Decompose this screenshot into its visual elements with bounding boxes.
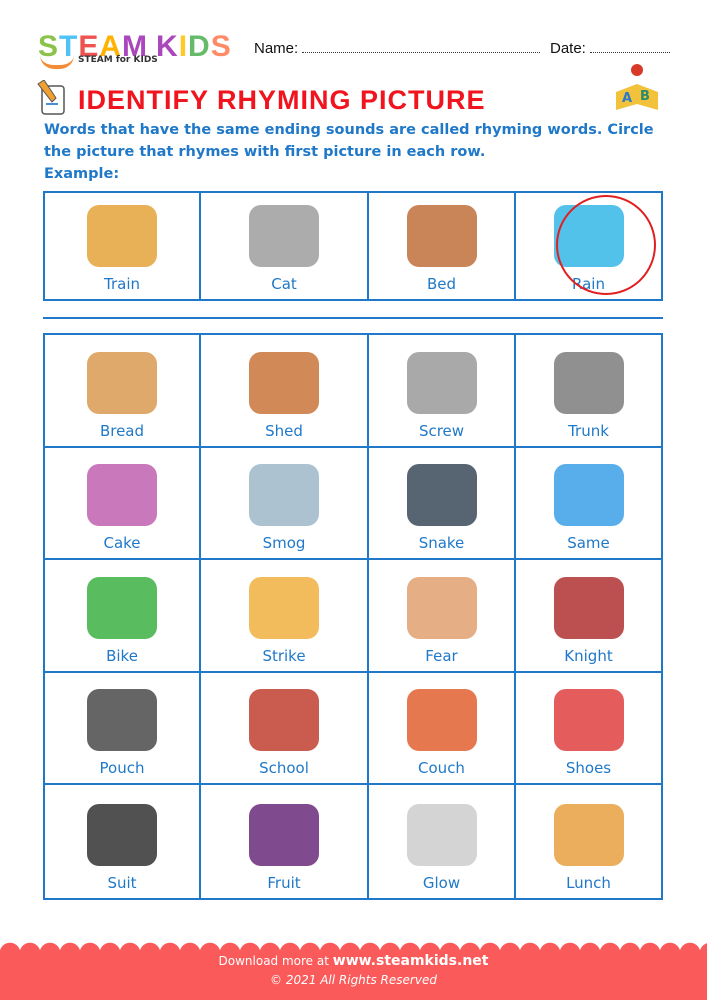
page-title: IDENTIFY RHYMING PICTURE: [78, 85, 486, 115]
pencil-paper-icon: [36, 80, 70, 116]
picture-label: Strike: [262, 646, 306, 665]
lunch-picture[interactable]: [554, 804, 624, 866]
footer-copyright: © 2021 All Rights Reserved: [270, 973, 437, 987]
bike-picture[interactable]: [87, 577, 157, 639]
picture-label: Rain: [572, 275, 605, 293]
strike-picture[interactable]: [249, 577, 319, 639]
picture-label: Suit: [107, 873, 137, 892]
rhyming-table: [43, 333, 663, 900]
picture-label: Knight: [564, 646, 613, 665]
footer-download: [0, 953, 707, 969]
bread-picture[interactable]: [87, 352, 157, 414]
picture-label: Cake: [103, 534, 141, 553]
picture-label: Fear: [425, 646, 458, 665]
picture-label: Bike: [106, 646, 138, 665]
picture-cell-fear[interactable]: [369, 560, 516, 673]
divider: [43, 317, 663, 319]
logo-letter: E: [78, 30, 100, 63]
fruit-picture[interactable]: [249, 804, 319, 866]
picture-label: Train: [104, 275, 140, 293]
couch-picture[interactable]: [407, 689, 477, 751]
picture-label: Bed: [426, 275, 457, 293]
picture-cell-rain[interactable]: [516, 193, 661, 299]
picture-cell-train[interactable]: [45, 193, 201, 299]
logo-letter: S: [38, 30, 60, 63]
date-field[interactable]: [550, 40, 670, 57]
picture-label: Fruit: [267, 873, 301, 892]
picture-label: Lunch: [566, 873, 611, 892]
picture-label: Glow: [422, 873, 461, 892]
download-text: Download more at: [218, 954, 329, 968]
instructions: Words that have the same ending sounds are called rhyming words. Circle the picture that rhymes with first picture in each row.: [44, 122, 654, 160]
picture-cell-smog[interactable]: [201, 448, 369, 561]
picture-cell-knight[interactable]: [516, 560, 661, 673]
picture-label: Same: [567, 534, 610, 553]
example-table: [43, 191, 663, 301]
picture-label: Snake: [418, 534, 465, 553]
svg-text:B: B: [640, 89, 650, 104]
logo-letter: M: [122, 30, 149, 63]
picture-cell-shoes[interactable]: [516, 673, 661, 786]
picture-label: Cat: [271, 275, 297, 293]
bed-picture[interactable]: [407, 205, 477, 267]
smog-picture[interactable]: [249, 464, 319, 526]
logo-letter: I: [178, 30, 189, 63]
picture-label: Smog: [262, 534, 306, 553]
picture-cell-snake[interactable]: [369, 448, 516, 561]
suit-picture[interactable]: [87, 804, 157, 866]
logo-subtitle: STEAM for KIDS: [78, 55, 158, 65]
picture-label: Shed: [265, 421, 303, 440]
picture-cell-bike[interactable]: [45, 560, 201, 673]
picture-label: Couch: [418, 759, 465, 778]
picture-label: Bread: [99, 421, 145, 440]
abc-book-icon: [612, 62, 662, 114]
picture-cell-suit[interactable]: [45, 785, 201, 898]
picture-label: School: [259, 759, 309, 778]
picture-cell-strike[interactable]: [201, 560, 369, 673]
picture-cell-cat[interactable]: [201, 193, 369, 299]
name-field[interactable]: [254, 40, 540, 57]
same-picture[interactable]: [554, 464, 624, 526]
logo-letter: T: [59, 30, 79, 63]
picture-label: Trunk: [568, 421, 609, 440]
picture-label: Shoes: [565, 759, 612, 778]
picture-cell-couch[interactable]: [369, 673, 516, 786]
pouch-picture[interactable]: [87, 689, 157, 751]
footer-link[interactable]: www.steamkids.net: [332, 953, 489, 969]
train-picture[interactable]: [87, 205, 157, 267]
picture-cell-screw[interactable]: [369, 335, 516, 448]
picture-cell-pouch[interactable]: [45, 673, 201, 786]
logo-letter: K: [156, 30, 179, 63]
logo-swoosh: [40, 55, 74, 69]
picture-label: Screw: [418, 421, 465, 440]
picture-cell-school[interactable]: [201, 673, 369, 786]
picture-cell-fruit[interactable]: [201, 785, 369, 898]
snake-picture[interactable]: [407, 464, 477, 526]
cake-picture[interactable]: [87, 464, 157, 526]
logo-letter: A: [99, 30, 123, 63]
school-picture[interactable]: [249, 689, 319, 751]
example-label: Example:: [44, 166, 120, 182]
shoes-picture[interactable]: [554, 689, 624, 751]
logo-letter: S: [210, 30, 232, 63]
answer-circle: [556, 195, 656, 295]
picture-cell-lunch[interactable]: [516, 785, 661, 898]
picture-cell-glow[interactable]: [369, 785, 516, 898]
knight-picture[interactable]: [554, 577, 624, 639]
svg-text:A: A: [622, 91, 633, 106]
picture-cell-shed[interactable]: [201, 335, 369, 448]
picture-cell-bread[interactable]: [45, 335, 201, 448]
fear-picture[interactable]: [407, 577, 477, 639]
picture-cell-trunk[interactable]: [516, 335, 661, 448]
shed-picture[interactable]: [249, 352, 319, 414]
picture-cell-bed[interactable]: [369, 193, 516, 299]
cat-picture[interactable]: [249, 205, 319, 267]
picture-label: Pouch: [99, 759, 145, 778]
glow-picture[interactable]: [407, 804, 477, 866]
name-label: Name:: [254, 40, 299, 57]
picture-cell-same[interactable]: [516, 448, 661, 561]
screw-picture[interactable]: [407, 352, 477, 414]
date-label: Date:: [550, 40, 586, 57]
picture-cell-cake[interactable]: [45, 448, 201, 561]
logo-letter: D: [188, 30, 211, 63]
trunk-picture[interactable]: [554, 352, 624, 414]
